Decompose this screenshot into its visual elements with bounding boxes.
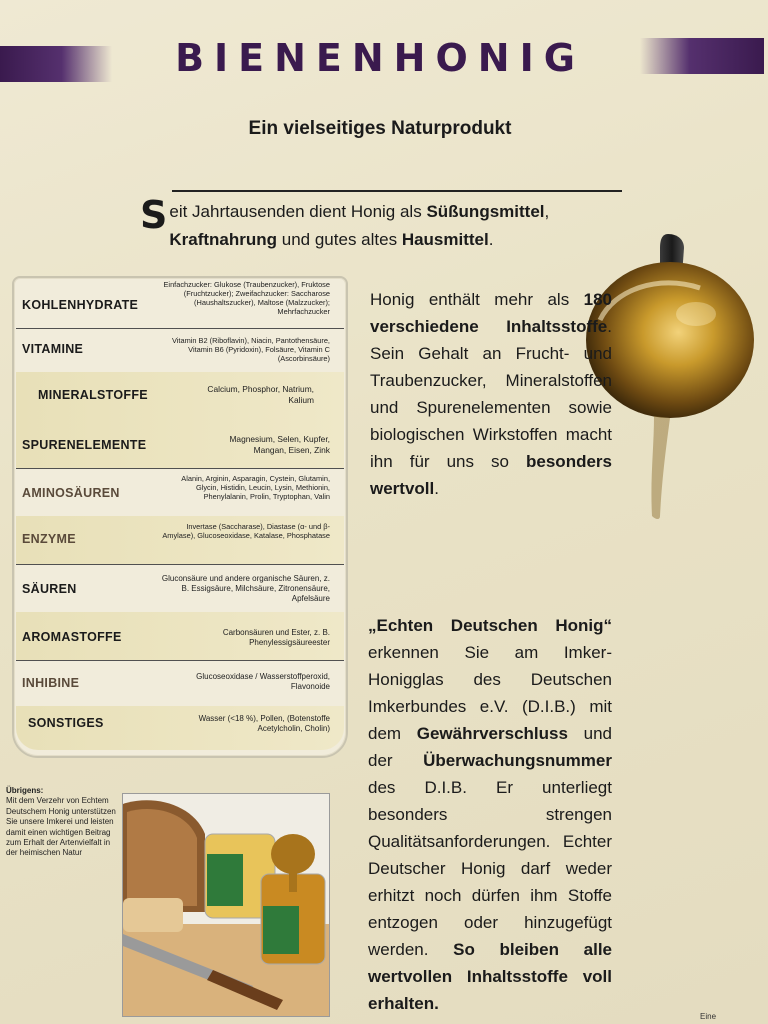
intro-text-4: . [488,230,494,249]
row-label: ENZYME [22,532,76,546]
row-label: VITAMINE [22,342,84,356]
honey-text-3: . [434,479,439,498]
table-row-inhibine [16,660,344,707]
honey-jar-bread-photo [122,793,330,1017]
intro-paragraph [140,193,620,254]
side-note [6,786,116,859]
intro-rule [172,190,622,192]
row-label: AMINOSÄUREN [22,486,120,500]
row-label: SONSTIGES [28,716,104,730]
side-note-heading: Übrigens: [6,786,44,795]
echt-text-2: und der [368,724,612,770]
echt-text-3: des D.I.B. Er unterliegt besonders strengen Qualitätsanforderungen. Echter Deutscher Honig darf weder erhitzt noch dürfen ihm Stoffe entzogen oder hinzugefügt werden. [368,778,612,959]
table-row-aromastoffe [16,612,344,661]
row-desc: Vitamin B2 (Riboflavin), Niacin, Pantothensäure, Vitamin B6 (Pyridoxin), Folsäure, Vitamin C (Ascorbinsäure) [171,336,330,363]
echt-bold-4: So bleiben alle wertvollen Inhaltsstoffe voll erhalten. [368,940,612,1013]
intro-text-1: eit Jahrtausenden dient Honig als [169,202,427,221]
side-note-text: Mit dem Verzehr von Echtem Deutschem Honig unterstützen Sie unsere Imkerei und leisten damit einen wichtigen Beitrag zum Erhalt der Artenvielfalt in der heimischen Natur [6,796,116,858]
row-desc: Wasser (<18 %), Pollen, (Botenstoffe Acetylcholin, Cholin) [198,714,330,733]
ingredients-jar-table [12,276,348,758]
row-label: MINERALSTOFFE [38,388,148,402]
echter-honig-paragraph [368,612,612,1017]
row-desc: Einfachzucker: Glukose (Traubenzucker), Fruktose (Fruchtzucker); Zweifachzucker: Saccharose (Haushaltszucker), Maltose (Malzzucker); Mehrfachzucker [163,280,330,316]
intro-text-3: und gutes altes [277,230,402,249]
table-row-sonstiges [16,706,344,750]
echt-bold-3: Überwachungsnummer [423,751,612,770]
row-label: AROMASTOFFE [22,630,122,644]
row-label: SPURENELEMENTE [22,438,147,452]
echt-text-1: erkennen Sie am Imker-Honigglas des Deutschen Imkerbundes e.V. (D.I.B.) mit dem [368,643,612,743]
table-row-aminosauren [16,468,344,517]
echt-bold-2: Gewährverschluss [416,724,568,743]
table-row-kohlenhydrate [16,278,344,329]
honey-text-1: Honig enthält mehr als [370,290,584,309]
row-desc: Magnesium, Selen, Kupfer, Mangan, Eisen, Zink [229,434,330,455]
page-title: BIENENHONIG [175,36,585,80]
honey-bold-2: besonders wertvoll [370,452,612,498]
footer-eine: Eine [700,1012,717,1021]
intro-dropcap: S [140,193,168,237]
intro-bold-1: Süßungsmittel [426,202,545,221]
row-desc: Alanin, Arginin, Asparagin, Cystein, Glutamin, Glycin, Histidin, Leucin, Lysin, Methionin, Phenylalanin, Prolin, Tryptophan, Valin [181,474,330,501]
row-label: SÄUREN [22,582,77,596]
honey-bold-1: 180 verschiedene Inhaltsstoffe [370,290,612,336]
intro-bold-3: Hausmittel [401,230,489,249]
honey-text-2: . Sein Gehalt an Frucht- und Traubenzucker, Mineralstoffen und Spurenelementen sowie biologischen Wirkstoffen macht ihn für uns so [370,317,612,471]
photo-illustration [123,794,329,1016]
row-desc: Invertase (Saccharase), Diastase (α- und β-Amylase), Glucoseoxidase, Katalase, Phosphatase [162,522,330,540]
row-desc: Carbonsäuren und Ester, z. B. Phenylessigsäureester [222,628,330,647]
echt-bold-1: „Echten Deutschen Honig“ [368,616,612,635]
row-label: INHIBINE [22,676,80,690]
table-row-vitamine [16,328,344,373]
honey-ingredients-paragraph [370,286,612,502]
intro-text-2: , [544,202,550,221]
table-row-enzyme [16,516,344,565]
row-desc: Calcium, Phosphor, Natrium, Kalium [207,384,314,405]
table-row-spurenelemente [16,420,344,469]
title-bar-right [640,38,764,74]
title-bar-left [0,46,112,82]
table-row-sauren [16,564,344,613]
row-label: KOHLENHYDRATE [22,298,139,312]
row-desc: Glucoseoxidase / Wasserstoffperoxid, Flavonoide [196,672,330,691]
row-desc: Gluconsäure und andere organische Säuren, z. B. Essigsäure, Milchsäure, Zitronensäure, Apfelsäure [161,574,330,603]
intro-bold-2: Kraftnahrung [169,230,278,249]
table-row-mineralstoffe [16,372,344,421]
page-subtitle: Ein vielseitiges Naturprodukt [248,118,512,139]
